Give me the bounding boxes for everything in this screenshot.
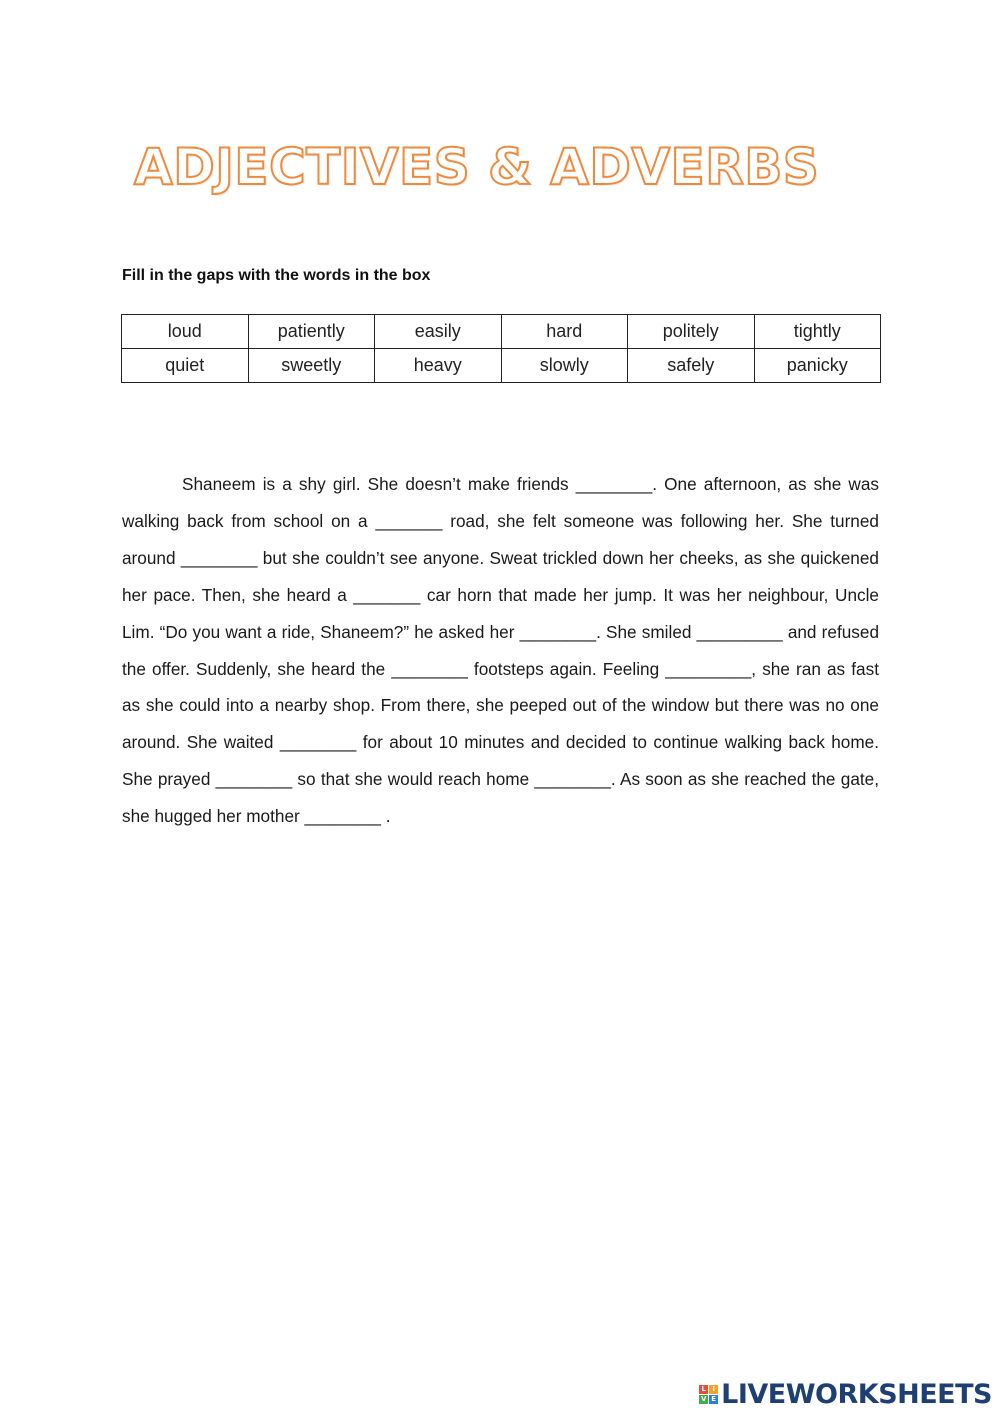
word-cell: safely — [628, 349, 755, 383]
logo-mark-letter: L — [699, 1385, 708, 1394]
logo-mark-letter: I — [709, 1385, 718, 1394]
word-cell: politely — [628, 315, 755, 349]
word-cell: patiently — [248, 315, 375, 349]
liveworksheets-logo — [699, 1379, 992, 1409]
passage-text: Shaneem is a shy girl. She doesn’t make friends ________. One afternoon, as she was walking back from school on a _______ road, she felt someone was following her. She turned around ________ but she couldn’t see anyone. Sweat trickled down her cheeks, as she quickened her pace. Then, she heard a _______ car horn that made her jump. It was her neighbour, Uncle Lim. “Do you want a ride, Shaneem?” he asked her ________. She smiled _________ and refused the offer. Suddenly, she heard the ________ footsteps again. Feeling _________, she ran as fast as she could into a nearby shop. From there, she peeped out of the window but there was no one around. She waited ________ for about 10 minutes and decided to continue walking back home. She prayed ________ so that she would reach home ________. As soon as she reached the gate, she hugged her mother ________ . — [122, 474, 879, 827]
word-cell: quiet — [122, 349, 249, 383]
word-cell: loud — [122, 315, 249, 349]
word-cell: hard — [501, 315, 628, 349]
word-cell: heavy — [375, 349, 502, 383]
word-cell: sweetly — [248, 349, 375, 383]
word-box-row — [122, 315, 881, 349]
word-cell: easily — [375, 315, 502, 349]
word-cell: panicky — [754, 349, 881, 383]
page-title: ADJECTIVES & ADVERBS — [134, 138, 820, 196]
logo-mark-letter: V — [700, 1394, 707, 1403]
logo-mark-letter: E — [709, 1395, 718, 1404]
word-cell: slowly — [501, 349, 628, 383]
word-cell: tightly — [754, 315, 881, 349]
word-box — [121, 314, 881, 383]
instruction: Fill in the gaps with the words in the box — [122, 267, 431, 284]
logo-mark-icon — [699, 1385, 718, 1404]
word-box-row — [122, 349, 881, 383]
logo-text: LIVEWORKSHEETS — [721, 1378, 992, 1410]
story-passage — [122, 466, 879, 835]
